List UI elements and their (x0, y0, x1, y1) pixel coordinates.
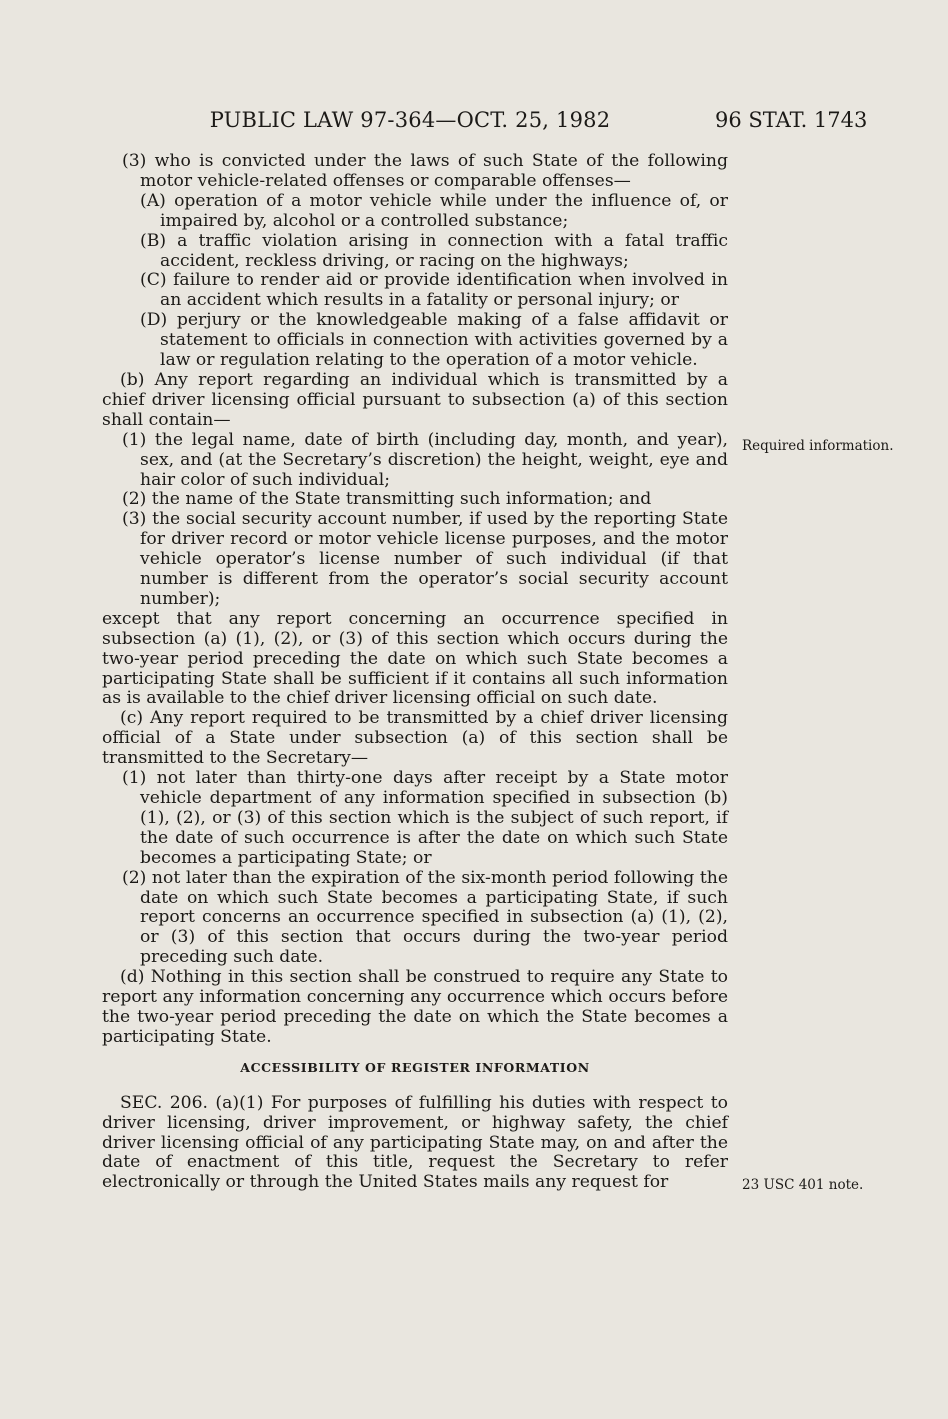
page-header-stat: 96 STAT. 1743 (715, 108, 868, 132)
paragraph-b3: (3) the social security account number, if used by the reporting State for driver record or motor vehicle license purposes, and the motor vehicle operator’s license number of such individual (if that number is different from the operator’s social security account number); (122, 509, 728, 609)
paragraph-d: (d) Nothing in this section shall be construed to require any State to report any information concerning any occurrence which occurs before the two-year period preceding the date on which the State becomes a participating State. (102, 967, 728, 1047)
paragraph-b1: (1) the legal name, date of birth (including day, month, and year), sex, and (at the Secretary’s discretion) the height, weight, eye and hair color of such individual; (122, 429, 728, 490)
paragraph-sec206: SEC. 206. (a)(1) For purposes of fulfilling his duties with respect to driver licensing, driver improvement, or highway safety, the chief driver licensing official of any participating State may, on and after the date of enactment of this title, request the Secretary to refer electronically or through the United States mails any request for (102, 1092, 728, 1193)
paragraph-a3-C: (C) failure to render aid or provide identification when involved in an accident which results in a fatality or personal injury; or (140, 270, 728, 311)
body-text (102, 152, 728, 1193)
paragraph-c: (c) Any report required to be transmitted by a chief driver licensing official of a State under subsection (a) of this section shall be transmitted to the Secretary— (102, 708, 728, 769)
margin-note-required-information: Required information. (742, 438, 894, 454)
paragraph-a3-B: (B) a traffic violation arising in connection with a fatal traffic accident, reckless driving, or racing on the highways; (140, 230, 728, 271)
paragraph-b2: (2) the name of the State transmitting such information; and (122, 489, 652, 510)
paragraph-a3: (3) who is convicted under the laws of such State of the following motor vehicle-related offenses or comparable offenses— (122, 151, 728, 191)
page-header-title: PUBLIC LAW 97-364—OCT. 25, 1982 (209, 108, 611, 132)
paragraph-c1: (1) not later than thirty-one days after receipt by a State motor vehicle department of any information specified in subsection (b) (1), (2), or (3) of this section which is the subject of such report, if the date of such occurrence is after the date on which such State becomes a participating State; or (122, 768, 728, 868)
section-heading: ACCESSIBILITY OF REGISTER INFORMATION (240, 1059, 590, 1075)
paragraph-b: (b) Any report regarding an individual which is transmitted by a chief driver licensing official pursuant to subsection (a) of this section shall contain— (102, 369, 728, 430)
paragraph-a3-A: (A) operation of a motor vehicle while under the influence of, or impaired by, alcohol or a controlled substance; (140, 190, 728, 231)
margin-note-usc: 23 USC 401 note. (742, 1177, 864, 1193)
paragraph-c2: (2) not later than the expiration of the six-month period following the date on which such State becomes a participating State, if such report concerns an occurrence specified in subsection (a) (1), (2), or (3) of this section that occurs during the two-year period preceding such date. (122, 867, 728, 968)
paragraph-a3-D: (D) perjury or the knowledgeable making of a false affidavit or statement to officials in connection with activities governed by a law or regulation relating to the operation of a motor vehicle. (140, 310, 728, 371)
paragraph-except: except that any report concerning an occurrence specified in subsection (a) (1), (2), or (3) of this section which occurs during the two-year period preceding the date on which such State becomes a participating State shall be sufficient if it contains all such information as is available to the chief driver licensing official on such date. (102, 608, 728, 709)
